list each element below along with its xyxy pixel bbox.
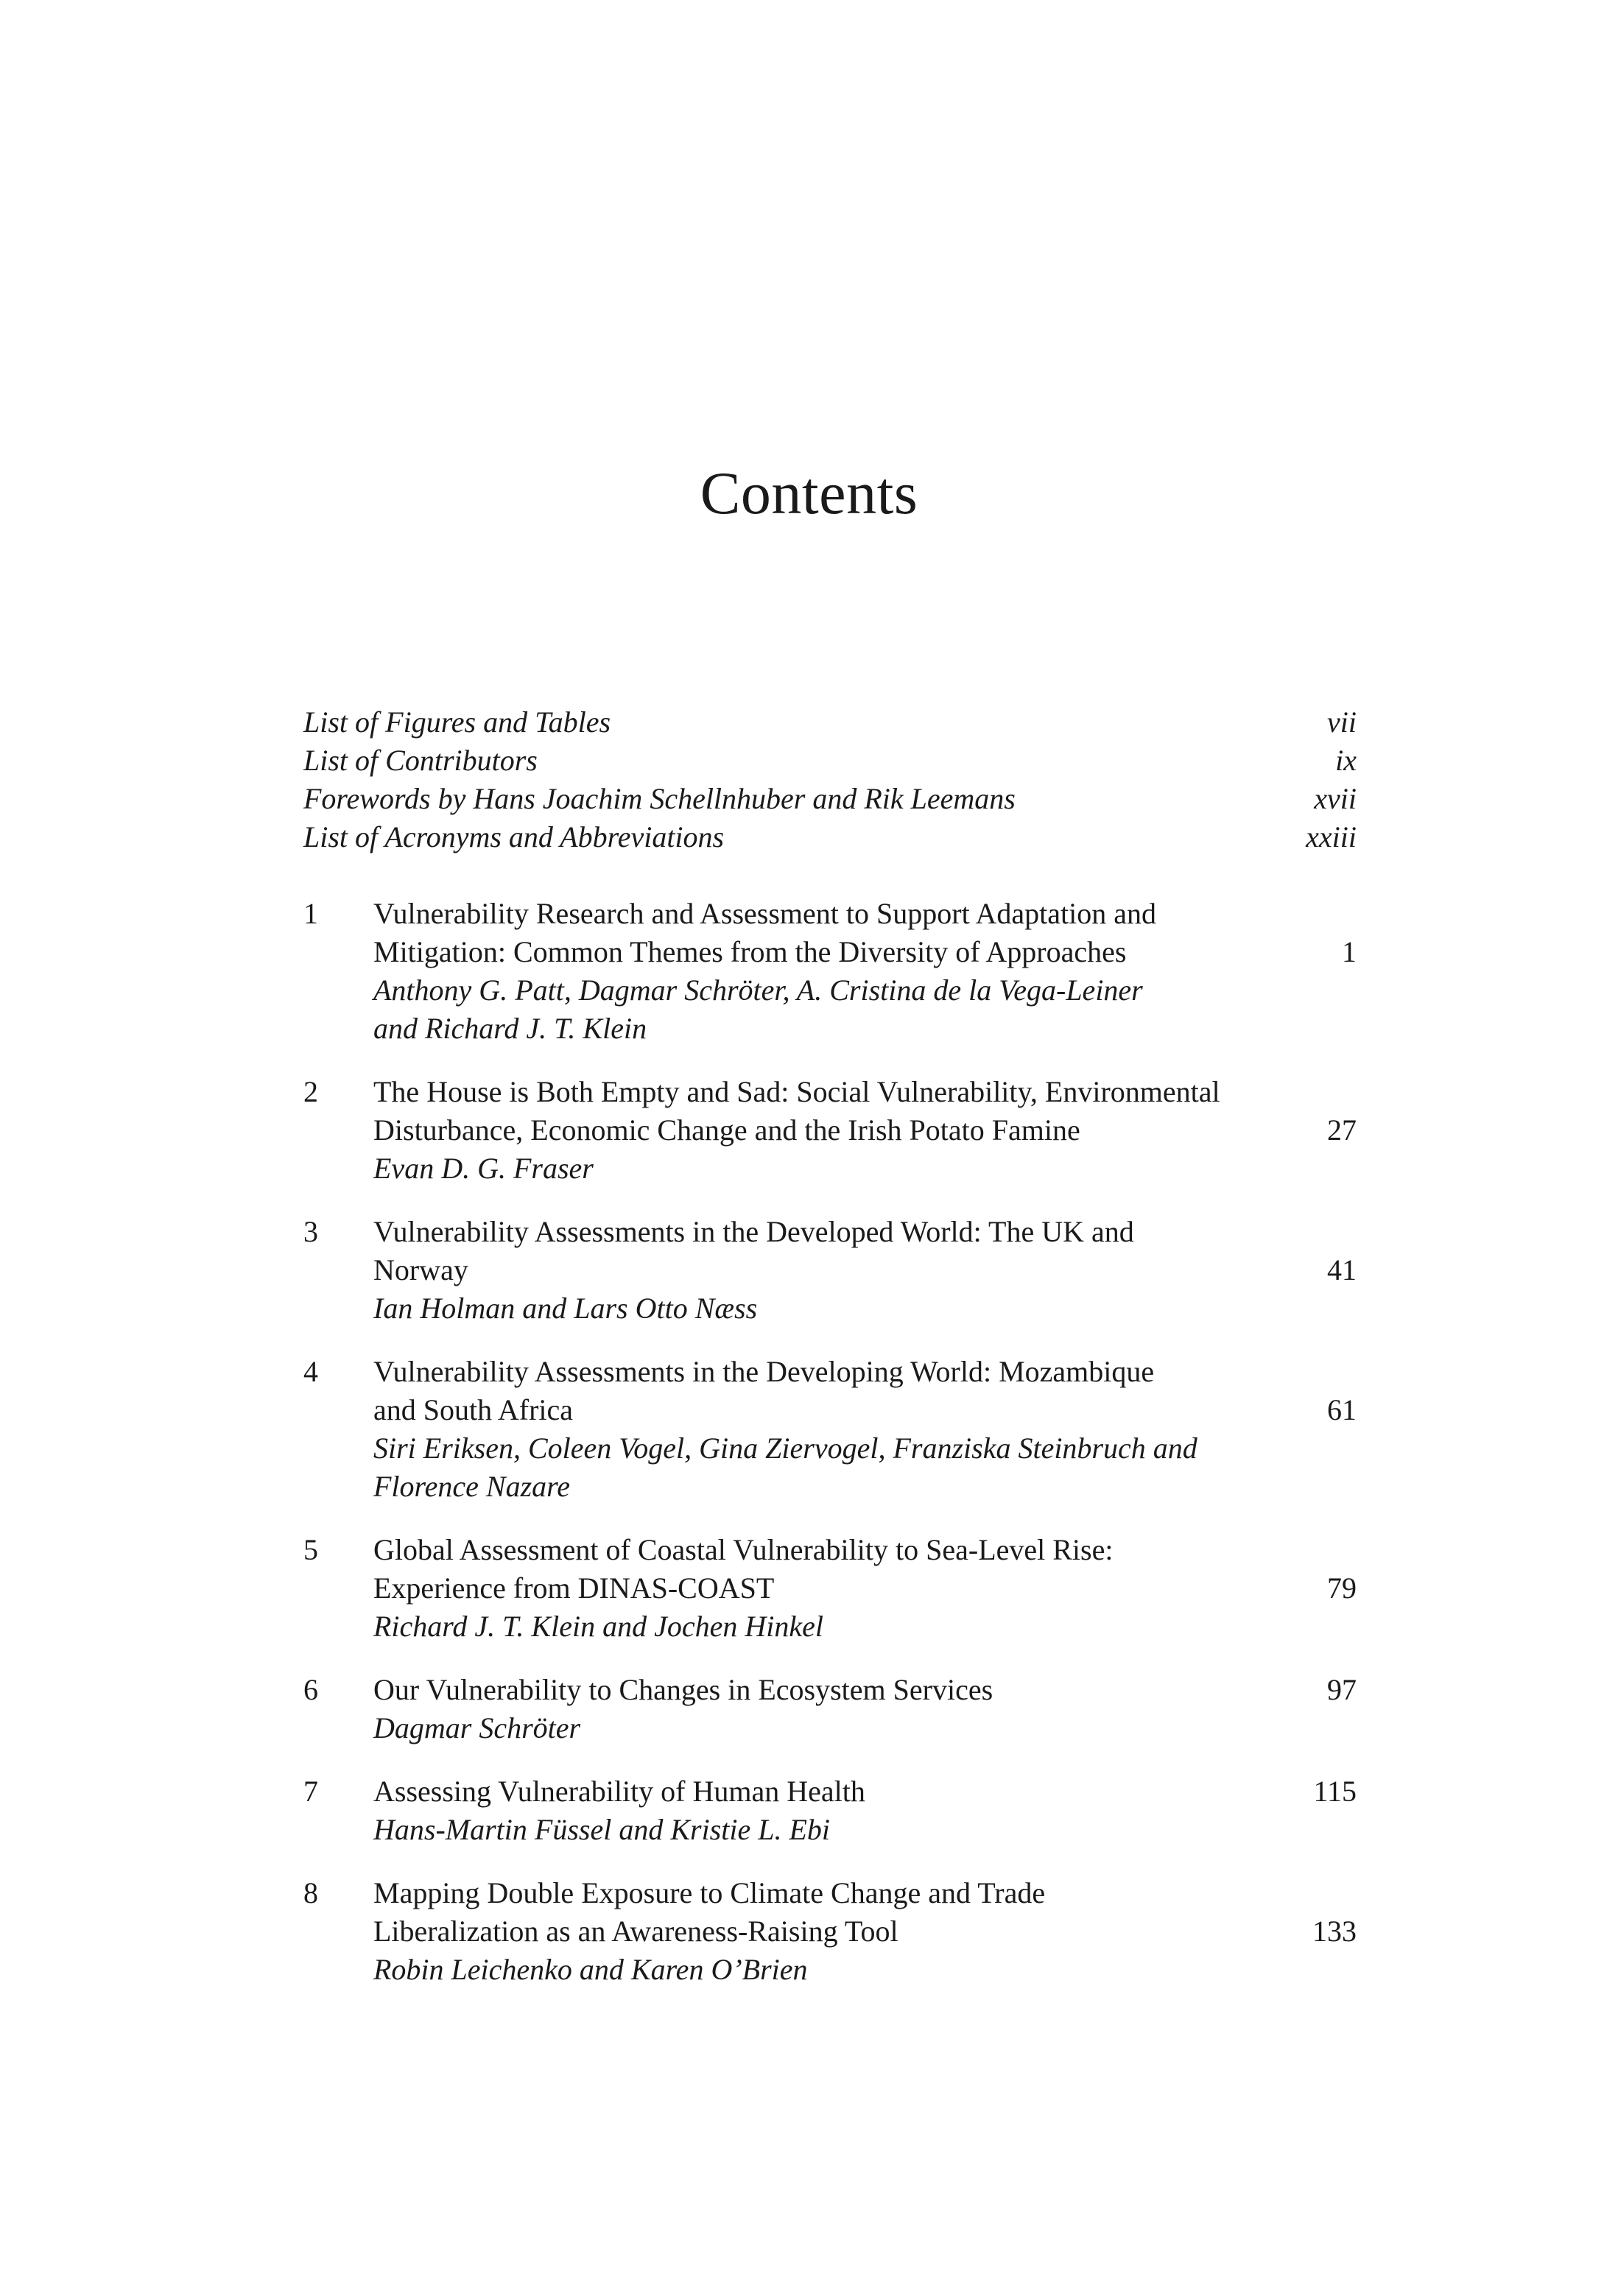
chapter-entry[interactable] <box>303 895 1357 1048</box>
chapter-entry[interactable] <box>303 1073 1357 1188</box>
chapter-body <box>373 1671 1357 1747</box>
chapter-title <box>373 1772 1357 1811</box>
chapter-author-line: Ian Holman and Lars Otto Næss <box>373 1292 758 1325</box>
chapter-author-line: Evan D. G. Fraser <box>373 1152 594 1185</box>
chapter-entry[interactable] <box>303 1874 1357 1989</box>
table-of-contents <box>303 703 1357 2014</box>
chapter-page-number: 133 <box>1312 1915 1357 1948</box>
page-title: Contents <box>700 459 918 527</box>
chapter-page-number: 27 <box>1327 1113 1357 1147</box>
chapter-title-line: Mapping Double Exposure to Climate Change and Trade <box>373 1876 1046 1909</box>
front-matter-page-number: xvii <box>1314 782 1357 815</box>
chapter-authors <box>373 1811 1357 1849</box>
chapter-entry[interactable] <box>303 1671 1357 1747</box>
chapter-body <box>373 895 1357 1048</box>
chapter-authors <box>373 1149 1357 1188</box>
chapter-authors <box>373 1289 1357 1328</box>
chapter-entry[interactable] <box>303 1772 1357 1849</box>
front-matter-entry[interactable] <box>303 703 1357 742</box>
front-matter-entry[interactable] <box>303 780 1357 818</box>
chapter-title-line: Vulnerability Assessments in the Developed World: The UK and <box>373 1215 1134 1248</box>
chapter-number: 2 <box>303 1075 318 1108</box>
chapter-body <box>373 1073 1357 1188</box>
chapter-body <box>373 1213 1357 1328</box>
chapter-author-line: Florence Nazare <box>373 1470 570 1503</box>
chapter-title-final-line <box>373 1569 1357 1607</box>
chapter-title-line: Mitigation: Common Themes from the Diversity of Approaches <box>373 935 1127 968</box>
chapter-author-line: Dagmar Schröter <box>373 1711 581 1744</box>
chapter-title-final-line <box>373 1912 1357 1951</box>
chapter-title <box>373 1874 1357 1951</box>
chapter-title-line: and South Africa <box>373 1393 574 1426</box>
chapter-title <box>373 895 1357 971</box>
chapter-author-line: Hans-Martin Füssel and Kristie L. Ebi <box>373 1813 831 1846</box>
chapter-title <box>373 1671 1357 1709</box>
chapter-title-line: Vulnerability Assessments in the Developing World: Mozambique <box>373 1355 1155 1388</box>
chapter-author-line: Richard J. T. Klein and Jochen Hinkel <box>373 1610 823 1643</box>
chapter-authors <box>373 1607 1357 1646</box>
chapter-body <box>373 1874 1357 1989</box>
front-matter-entry[interactable] <box>303 742 1357 780</box>
chapter-author-line: Robin Leichenko and Karen O’Brien <box>373 1953 808 1986</box>
chapter-title-final-line <box>373 1391 1357 1429</box>
chapter-title-line: Experience from DINAS-COAST <box>373 1571 775 1605</box>
chapter-title-line: Our Vulnerability to Changes in Ecosystem Services <box>373 1673 993 1706</box>
chapter-page-number: 1 <box>1342 935 1357 968</box>
chapter-body <box>373 1353 1357 1506</box>
chapter-entry[interactable] <box>303 1213 1357 1328</box>
chapter-authors <box>373 1429 1357 1506</box>
chapter-title <box>373 1213 1357 1289</box>
front-matter-entry[interactable] <box>303 818 1357 856</box>
chapter-title-line: Assessing Vulnerability of Human Health <box>373 1775 865 1808</box>
chapter-number: 1 <box>303 897 318 930</box>
chapter-title <box>373 1073 1357 1149</box>
front-matter-page-number: ix <box>1335 744 1357 777</box>
chapter-page-number: 79 <box>1327 1571 1357 1605</box>
chapter-number: 6 <box>303 1673 318 1706</box>
chapter-number: 5 <box>303 1533 318 1566</box>
front-matter-label: Forewords by Hans Joachim Schellnhuber and Rik Leemans <box>303 782 1016 815</box>
chapter-title-final-line <box>373 1111 1357 1149</box>
chapter-title <box>373 1353 1357 1429</box>
chapter-title-line: Global Assessment of Coastal Vulnerability to Sea-Level Rise: <box>373 1533 1114 1566</box>
chapter-title-line: The House is Both Empty and Sad: Social Vulnerability, Environmental <box>373 1075 1220 1108</box>
chapter-title-final-line <box>373 1671 1357 1709</box>
chapter-title-line: Norway <box>373 1253 468 1286</box>
chapter-title-final-line <box>373 1251 1357 1289</box>
front-matter-label: List of Figures and Tables <box>303 705 611 739</box>
front-matter-label: List of Acronyms and Abbreviations <box>303 820 725 853</box>
chapter-title-final-line <box>373 1772 1357 1811</box>
chapter-number: 3 <box>303 1215 318 1248</box>
chapter-title-final-line <box>373 933 1357 971</box>
front-matter-page-number: vii <box>1327 705 1357 739</box>
chapter-authors <box>373 971 1357 1048</box>
chapter-title-line: Vulnerability Research and Assessment to Support Adaptation and <box>373 897 1156 930</box>
chapter-entry[interactable] <box>303 1353 1357 1506</box>
chapter-author-line: and Richard J. T. Klein <box>373 1012 647 1045</box>
chapter-page-number: 97 <box>1327 1673 1357 1706</box>
chapter-page-number: 115 <box>1313 1775 1357 1808</box>
chapter-page-number: 61 <box>1327 1393 1357 1426</box>
chapter-number: 7 <box>303 1775 318 1808</box>
chapter-list <box>303 895 1357 1989</box>
chapter-body <box>373 1531 1357 1646</box>
chapter-title-line: Disturbance, Economic Change and the Irish Potato Famine <box>373 1113 1080 1147</box>
chapter-author-line: Siri Eriksen, Coleen Vogel, Gina Ziervogel, Franziska Steinbruch and <box>373 1432 1197 1465</box>
chapter-authors <box>373 1709 1357 1747</box>
chapter-number: 8 <box>303 1876 318 1909</box>
front-matter-page-number: xxiii <box>1306 820 1357 853</box>
chapter-author-line: Anthony G. Patt, Dagmar Schröter, A. Cristina de la Vega-Leiner <box>373 973 1143 1007</box>
chapter-title <box>373 1531 1357 1607</box>
chapter-authors <box>373 1951 1357 1989</box>
chapter-body <box>373 1772 1357 1849</box>
chapter-number: 4 <box>303 1355 318 1388</box>
chapter-page-number: 41 <box>1327 1253 1357 1286</box>
chapter-title-line: Liberalization as an Awareness-Raising Tool <box>373 1915 898 1948</box>
front-matter-label: List of Contributors <box>303 744 538 777</box>
chapter-entry[interactable] <box>303 1531 1357 1646</box>
front-matter-list <box>303 703 1357 856</box>
